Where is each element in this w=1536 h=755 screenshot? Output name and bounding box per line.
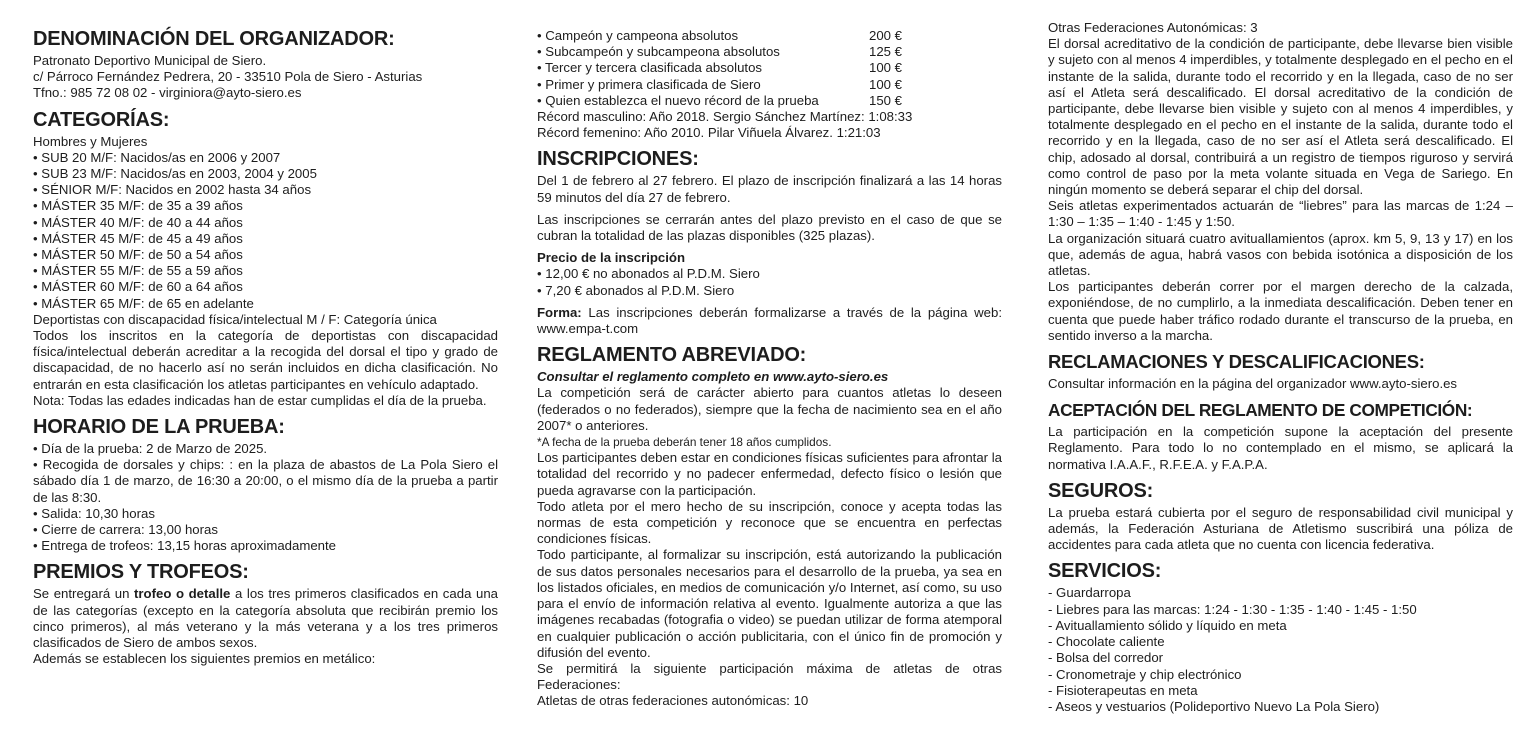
dash-item: - Bolsa del corredor — [1048, 650, 1164, 666]
bullet-item: • MÁSTER 40 M/F: de 40 a 44 años — [33, 214, 243, 230]
paragraph: Del 1 de febrero al 27 febrero. El plazo de inscripción finalizará a las 14 horas 59 minutos del día 27 de febrero. — [537, 173, 1002, 205]
text-run: Las inscripciones deberán formalizarse a través de la página web: www.empa-t.com — [537, 304, 1002, 337]
paragraph: Tfno.: 985 72 08 02 - virginiora@ayto-siero.es — [33, 85, 302, 101]
section-heading: HORARIO DE LA PRUEBA: — [33, 416, 285, 439]
paragraph: Precio de la inscripción — [537, 250, 686, 266]
bullet-item: • MÁSTER 55 M/F: de 55 a 59 años — [33, 263, 243, 279]
dash-item: - Fisioterapeutas en meta — [1048, 682, 1198, 698]
paragraph: La participación en la competición supone la aceptación del presente Reglamento. Para todo lo no contemplado en el mismo, se aplicará la normativa I.A.A.F., R.F.E.A. y F.A.P.A. — [1048, 424, 1513, 472]
paragraph: Consultar el reglamento completo en www.ayto-siero.es — [537, 369, 889, 385]
paragraph — [537, 305, 1002, 337]
bullet-item: • SUB 23 M/F: Nacidos/as en 2003, 2004 y 2005 — [33, 166, 317, 182]
bullet-item: • 12,00 € no abonados al P.D.M. Siero — [537, 266, 760, 282]
section-heading: ACEPTACIÓN DEL REGLAMENTO DE COMPETICIÓN: — [1048, 400, 1473, 421]
paragraph: Récord masculino: Año 2018. Sergio Sánchez Martínez: 1:08:33 — [537, 109, 913, 125]
bullet-item: • Cierre de carrera: 13,00 horas — [33, 522, 218, 538]
section-heading: REGLAMENTO ABREVIADO: — [537, 344, 807, 367]
section-heading: RECLAMACIONES Y DESCALIFICACIONES: — [1048, 351, 1425, 373]
prize-row — [537, 28, 1002, 44]
bullet-item: • Entrega de trofeos: 13,15 horas aproximadamente — [33, 538, 336, 554]
dash-item: - Cronometraje y chip electrónico — [1048, 666, 1242, 682]
prize-amount: 125 € — [869, 44, 903, 60]
prize-row — [537, 44, 1002, 60]
paragraph: El dorsal acreditativo de la condición de participante, debe llevarse bien visible y sujeto con al menos 4 imperdibles, y totalmente desplegado en el pecho en el instante de la salida, durante todo el recorrido y en la llegada, caso de no ser así el Atleta será descalificado. El dorsal acreditativo de la condición de participante, debe llevarse bien visible y sujeto con al menos 4 imperdibles, y totalmente desplegado en el pecho en el instante de la salida, durante todo el recorrido y en la llegada, caso de no ser así el Atleta será descalificado. El chip, adosado al dorsal, contribuirá a un registro de tiempos riguroso y servirá como control de paso por la meta volante situada en Vega de Sariego. En ningún momento se deberá separar el chip del dorsal. — [1048, 36, 1513, 198]
prize-label: • Campeón y campeona absolutos — [537, 28, 739, 43]
bold-text-run: Forma: — [537, 304, 582, 320]
text-run: a los tres primeros clasificados en cada una de las categorías (excepto en la categoría absoluta que recibirán premio los cinco primeros), al más veterano y la más veterana y a los tres primeros clasificados de Siero de ambos sexos. — [33, 586, 498, 651]
prize-amount: 100 € — [869, 76, 903, 92]
paragraph: La competición será de carácter abierto para cuantos atletas lo deseen (federados o no federados), siempre que la fecha de nacimiento sea en el año 2007* o anteriores. — [537, 385, 1002, 433]
bullet-item: • MÁSTER 60 M/F: de 60 a 64 años — [33, 279, 243, 295]
column-rules-services — [1048, 20, 1513, 715]
paragraph: Consultar información en la página del organizador www.ayto-siero.es — [1048, 376, 1458, 392]
dash-item: - Avituallamiento sólido y líquido en meta — [1048, 617, 1287, 633]
paragraph: Todos los inscritos en la categoría de deportistas con discapacidad física/intelectual deberán acreditar a la recogida del dorsal el tipo y grado de discapacidad, de no hacerlo así no serán incluidos en dicha clasificación. No entrarán en esta clasificación los atletas participantes en vehículo adaptado. — [33, 328, 498, 392]
bullet-item: • SUB 20 M/F: Nacidos/as en 2006 y 2007 — [33, 149, 281, 165]
column-organizer-categories — [33, 28, 498, 715]
paragraph: Patronato Deportivo Municipal de Siero. — [33, 53, 267, 68]
bullet-item: • Día de la prueba: 2 de Marzo de 2025. — [33, 441, 268, 457]
section-heading: DENOMINACIÓN DEL ORGANIZADOR: — [33, 28, 395, 50]
bullet-item: • MÁSTER 35 M/F: de 35 a 39 años — [33, 198, 243, 214]
bullet-item: • Salida: 10,30 horas — [33, 505, 155, 521]
text-run: Se entregará un — [33, 586, 135, 602]
dash-item: - Aseos y vestuarios (Polideportivo Nuevo La Pola Siero) — [1048, 698, 1380, 714]
paragraph: Además se establecen los siguientes premios en metálico: — [33, 651, 376, 667]
dash-item: - Chocolate caliente — [1048, 634, 1165, 650]
prize-label: • Subcampeón y subcampeona absolutos — [537, 44, 780, 60]
paragraph: Todo participante, al formalizar su inscripción, está autorizando la publicación de sus datos personales necesarios para el desarrollo de la prueba, ya sea en los listados oficiales, en medios de comunicación y/o Internet, así como, su uso para el envío de información relativa al evento. Igualmente autoriza a que las imágenes recabadas (fotografia o video) se puedan utilizar de forma atemporal en cualquier publicación o acción publicitaria, con el único fin de promoción y difusión del evento. — [537, 547, 1002, 660]
paragraph: *A fecha de la prueba deberán tener 18 años cumplidos. — [537, 435, 832, 450]
prize-label: • Tercer y tercera clasificada absolutos — [537, 60, 762, 76]
prize-label: • Primer y primera clasificada de Siero — [537, 76, 761, 92]
paragraph — [33, 586, 498, 651]
paragraph: Atletas de otras federaciones autonómicas: 10 — [537, 693, 809, 709]
column-prizes-inscriptions-rules — [537, 28, 1002, 715]
bold-text-run: trofeo o detalle — [134, 586, 231, 602]
paragraph: La prueba estará cubierta por el seguro de responsabilidad civil municipal y además, la Federación Asturiana de Atletismo suscribirá una póliza de accidentes para cada atleta que no cuenta con licencia federativa. — [1048, 504, 1513, 553]
paragraph: Hombres y Mujeres — [33, 133, 148, 149]
prize-row — [537, 60, 1002, 76]
bullet-item: • MÁSTER 65 M/F: de 65 en adelante — [33, 295, 254, 311]
prize-amount: 100 € — [869, 60, 903, 76]
prize-amount: 200 € — [869, 28, 903, 43]
section-heading: SERVICIOS: — [1048, 560, 1162, 583]
bullet-item: • SÉNIOR M/F: Nacidos en 2002 hasta 34 años — [33, 182, 312, 198]
bullet-item: • 7,20 € abonados al P.D.M. Siero — [537, 282, 735, 298]
bullet-item: • MÁSTER 50 M/F: de 50 a 54 años — [33, 247, 243, 263]
prize-label: • Quien establezca el nuevo récord de la prueba — [537, 92, 819, 108]
dash-item: - Liebres para las marcas: 1:24 - 1:30 - 1:35 - 1:40 - 1:45 - 1:50 — [1048, 601, 1417, 617]
section-heading: INSCRIPCIONES: — [537, 148, 699, 171]
bullet-item: • MÁSTER 45 M/F: de 45 a 49 años — [33, 230, 243, 246]
paragraph: Todo atleta por el mero hecho de su inscripción, conoce y acepta todas las normas de esta competición y reconoce que se encuentra en perfectas condiciones físicas. — [537, 498, 1002, 547]
paragraph: Seis atletas experimentados actuarán de “liebres” para las marcas de 1:24 – 1:30 – 1:35 – 1:40 - 1:45 y 1:50. — [1048, 198, 1513, 230]
paragraph: Las inscripciones se cerrarán antes del plazo previsto en el caso de que se cubran la totalidad de las plazas disponibles (325 plazas). — [537, 211, 1002, 244]
paragraph: La organización situará cuatro avituallamientos (aprox. km 5, 9, 13 y 17) en los que, además de agua, habrá vasos con bebida isotónica a disposición de los atletas. — [1048, 230, 1513, 279]
paragraph: Récord femenino: Año 2010. Pilar Viñuela Álvarez. 1:21:03 — [537, 125, 881, 141]
paragraph: Se permitirá la siguiente participación máxima de atletas de otras Federaciones: — [537, 660, 1002, 693]
prize-row — [537, 77, 1002, 93]
paragraph: Nota: Todas las edades indicadas han de estar cumplidas el día de la prueba. — [33, 392, 487, 408]
paragraph: Otras Federaciones Autonómicas: 3 — [1048, 20, 1258, 35]
paragraph: Los participantes deberán correr por el margen derecho de la calzada, exponiéndose, de no cumplirlo, a la inmediata descalificación. Deben tener en cuenta que puede haber tráfico rodado durante el transcurso de la prueba, en sentido inverso a la marcha. — [1048, 279, 1513, 343]
paragraph: Los participantes deben estar en condiciones físicas suficientes para afrontar la totalidad del recorrido y no padecer enfermedad, defecto físico o lesión que pueda agravarse con la participación. — [537, 450, 1002, 498]
section-heading: PREMIOS Y TROFEOS: — [33, 561, 249, 584]
section-heading: SEGUROS: — [1048, 479, 1154, 502]
paragraph: Deportistas con discapacidad física/intelectual M / F: Categoría única — [33, 311, 437, 327]
prize-amount: 150 € — [869, 92, 903, 108]
paragraph: c/ Párroco Fernández Pedrera, 20 - 33510 Pola de Siero - Asturias — [33, 69, 423, 85]
bullet-item: • Recogida de dorsales y chips: : en la plaza de abastos de La Pola Siero el sábado día 1 de marzo, de 16:30 a 20:00, o el mismo día de la prueba a partir de las 8:30. — [33, 457, 498, 505]
dash-item: - Guardarropa — [1048, 585, 1131, 601]
prize-row — [537, 93, 1002, 109]
section-heading: CATEGORÍAS: — [33, 108, 170, 131]
